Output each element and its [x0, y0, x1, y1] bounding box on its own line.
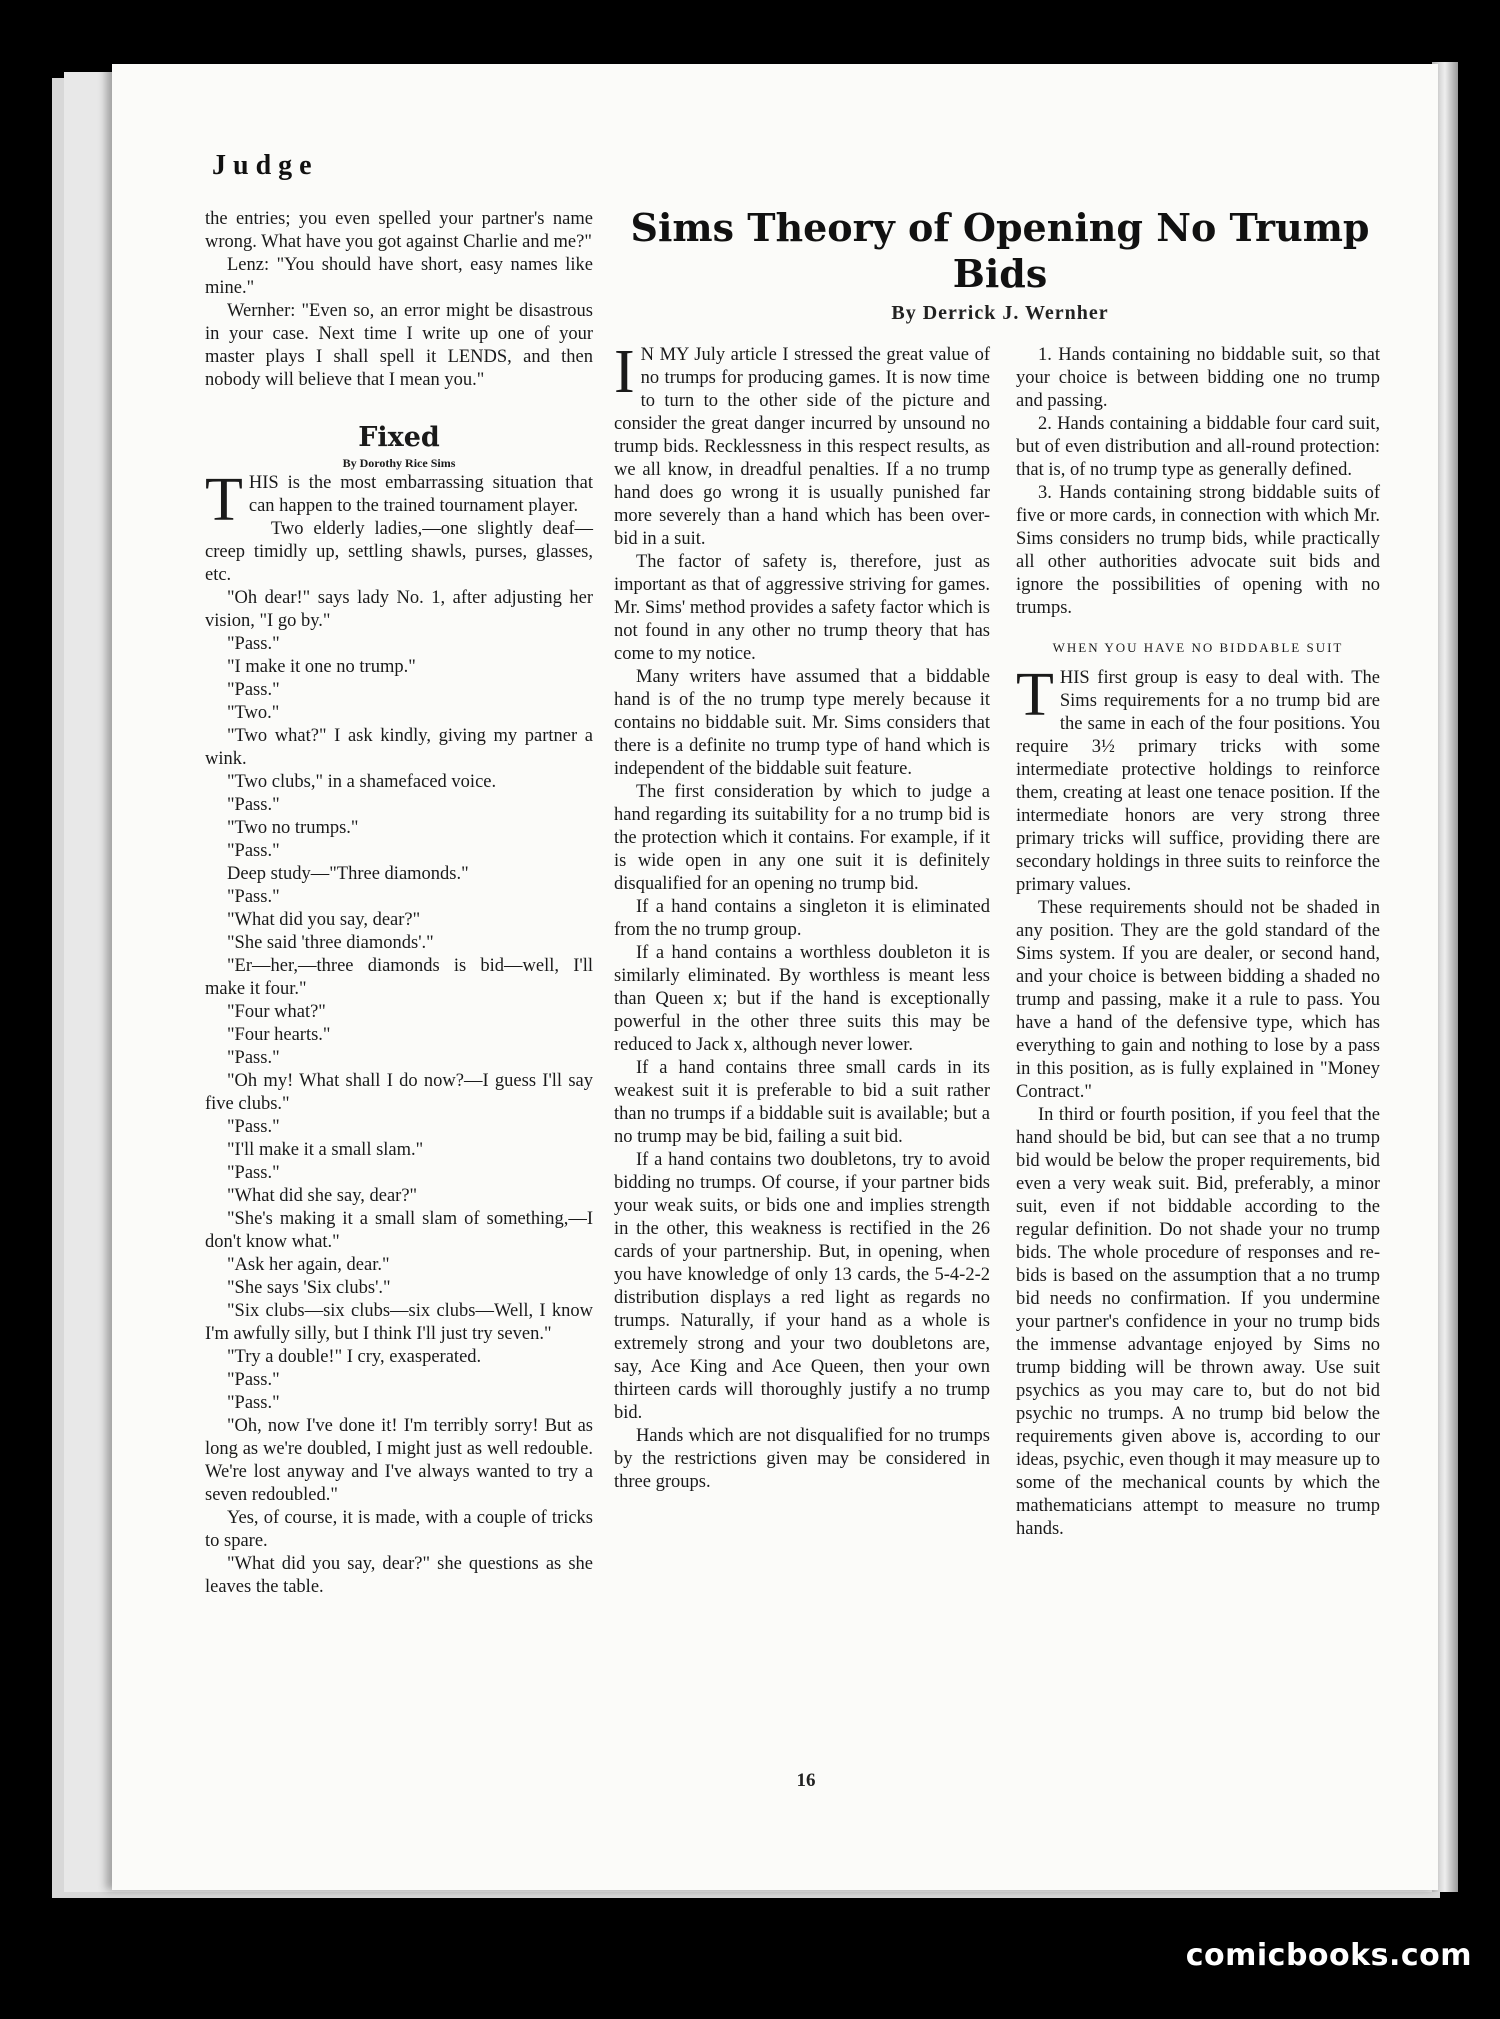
- drop-cap: T: [205, 466, 243, 534]
- paragraph: the entries; you even spelled your partner's name wrong. What have you got against Charlie and me?": [205, 209, 593, 252]
- article-title: Sims Theory of Opening No Trump Bids: [630, 205, 1370, 296]
- drop-cap: T: [1016, 661, 1054, 729]
- watermark: comicbooks.com: [1185, 1938, 1472, 1973]
- paragraph: "Pass.": [227, 841, 280, 861]
- fixed-title: Fixed: [358, 422, 440, 453]
- paragraph: "Pass.": [227, 1048, 280, 1068]
- paragraph: "Four what?": [227, 1002, 326, 1022]
- column-left: [205, 208, 593, 1599]
- paragraph: "Two what?" I ask kindly, giving my partner a wink.: [205, 726, 593, 769]
- paragraph: "Ask her again, dear.": [227, 1255, 390, 1275]
- paragraph: "Two.": [227, 703, 280, 723]
- paragraph: These requirements should not be shaded in any position. They are the gold standard of the Sims system. If you are dealer, or second hand, and your choice is between bidding a shaded no trump and passing, make it a rule to pass. You have a hand of the defensive type, which has everything to gain and nothing to lose by a pass in this position, as is fully explained in "Money Contract.": [1016, 898, 1380, 1102]
- paragraph: "Four hearts.": [227, 1025, 331, 1045]
- paragraph: The factor of safety is, therefore, just as important as that of aggressive striving for games. Mr. Sims' method provides a safety factor which is not found in any other no trump theory that has come to my notice.: [614, 552, 990, 664]
- paragraph: "Pass.": [227, 887, 280, 907]
- first-paragraph: THIS is the most embarrassing situation that can happen to the trained tournament player.: [205, 466, 593, 534]
- paragraph: Yes, of course, it is made, with a couple of tricks to spare.: [205, 1508, 593, 1551]
- paragraph: Lenz: "You should have short, easy names like mine.": [205, 255, 593, 298]
- paragraph: "Pass.": [227, 1370, 280, 1390]
- paragraph: "Oh my! What shall I do now?—I guess I'll say five clubs.": [205, 1071, 593, 1114]
- intro-text: [205, 208, 593, 392]
- paragraph: "Er—her,—three diamonds is bid—well, I'll make it four.": [205, 956, 593, 999]
- article-text: [614, 551, 990, 1494]
- paragraph: Deep study—"Three diamonds.": [227, 864, 469, 884]
- paragraph: "Six clubs—six clubs—six clubs—Well, I know I'm awfully silly, but I think I'll just try seven.": [205, 1301, 593, 1344]
- column-right: [1016, 344, 1380, 1541]
- list-item: 2. Hands containing a biddable four card suit, but of even distribution and all-round protection: that is, of no trump type as generally defined.: [1016, 414, 1380, 480]
- hand-groups-list: [1016, 344, 1380, 620]
- paragraph: "What did she say, dear?": [227, 1186, 418, 1206]
- fixed-byline: By Dorothy Rice Sims: [342, 456, 456, 470]
- list-item: 1. Hands containing no biddable suit, so that your choice is between bidding one no trump and passing.: [1016, 345, 1380, 411]
- paragraph: "Oh dear!" says lady No. 1, after adjusting her vision, "I go by.": [205, 588, 593, 631]
- paragraph: "What did you say, dear?": [227, 910, 421, 930]
- paragraph: If a hand contains two doubletons, try to avoid bidding no trumps. Of course, if your partner bids your weak suits, or bids one and implies strength in the other, this weakness is rectified in the 26 cards of your partnership. But, in opening, when you have knowledge of only 13 cards, the 5-4-2-2 distribution displays a red light as regards no trumps. Naturally, if your hand as a whole is extremely strong and your two doubletons are, say, Ace King and Ace Queen, then your own thirteen cards will thoroughly justify a no trump bid.: [614, 1150, 990, 1423]
- page-number: 16: [796, 1770, 816, 1791]
- paragraph: Hands which are not disqualified for no trumps by the restrictions given may be considered in three groups.: [614, 1426, 990, 1492]
- article-text: [1016, 897, 1380, 1541]
- paragraph: "Pass.": [227, 680, 280, 700]
- paragraph: "She's making it a small slam of something,—I don't know what.": [205, 1209, 593, 1252]
- paragraph: The first consideration by which to judge a hand regarding its suitability for a no trump bid is the protection which it contains. For example, if it is wide open in any one suit it is definitely disqualified for an opening no trump bid.: [614, 782, 990, 894]
- paragraph: In third or fourth position, if you feel that the hand should be bid, but can see that a no trump bid would be below the proper requirements, bid even a very weak suit. Bid, preferably, a minor suit, even if not biddable according to the regular definition. Do not shade your no trump bids. The whole procedure of responses and re-bids is based on the assumption that a no trump bid needs no confirmation. If you undermine your partner's confidence in your no trump bids the immense advantage enjoyed by Sims no trump bidding will be thrown away. Use suit psychics as you may care to, but do not bid psychic no trumps. A no trump bid below the requirements given above is, according to our ideas, psychic, even though it may measure up to some of the mechanical counts by which the mathematicians attempt to measure no trump hands.: [1016, 1105, 1380, 1539]
- paragraph: Wernher: "Even so, an error might be disastrous in your case. Next time I write up one of your master plays I shall spell it LENDS, and then nobody will believe that I mean you.": [205, 301, 593, 390]
- drop-cap: I: [614, 338, 635, 406]
- paragraph: "What did you say, dear?" she questions as she leaves the table.: [205, 1554, 593, 1597]
- paragraph: Many writers have assumed that a biddable hand is of the no trump type merely because it contains no biddable suit. Mr. Sims considers that there is a definite no trump type of hand which is independent of the biddable suit feature.: [614, 667, 990, 779]
- article-byline: By Derrick J. Wernher: [891, 302, 1109, 324]
- paragraph: "Pass.": [227, 1163, 280, 1183]
- paragraph: "Pass.": [227, 634, 280, 654]
- paragraph: If a hand contains a worthless doubleton it is similarly eliminated. By worthless is meant less than Queen x; but if the hand is exceptionally powerful in the other three suits this may be reduced to Jack x, although never lower.: [614, 943, 990, 1055]
- paragraph: "Oh, now I've done it! I'm terribly sorry! But as long as we're doubled, I might just as well redouble. We're lost anyway and I've always wanted to try a seven redoubled.": [205, 1416, 593, 1505]
- first-paragraph: THIS first group is easy to deal with. The Sims requirements for a no trump bid are the same in each of the four positions. You require 3½ primary tricks with some intermediate protective holdings to reinforce them, creating at least one tenace position. If the intermediate honors are very strong three primary tricks will suffice, providing there are secondary holdings in three suits to reinforce the primary values.: [1016, 661, 1380, 895]
- first-paragraph: I N MY July article I stressed the great value of no trumps for producing games. It is now time to turn to the other side of the picture and consider the great danger incurred by unsound no trump bids. Recklessness in this respect results, as we all know, in dreadful penalties. If a no trump hand does go wrong it is usually punished far more severely than a hand which has been over-bid in a suit.: [614, 338, 990, 549]
- paragraph: "Pass.": [227, 1393, 280, 1413]
- paragraph: "Pass.": [227, 795, 280, 815]
- paragraph: If a hand contains a singleton it is eliminated from the no trump group.: [614, 897, 990, 940]
- section-subhead: WHEN YOU HAVE NO BIDDABLE SUIT: [1052, 640, 1344, 655]
- paragraph: "Two no trumps.": [227, 818, 359, 838]
- paragraph: "She says 'Six clubs'.": [227, 1278, 391, 1298]
- paragraph: "I make it one no trump.": [227, 657, 416, 677]
- running-head: Judge: [212, 150, 319, 181]
- list-item: 3. Hands containing strong biddable suits of five or more cards, in connection with which Mr. Sims considers no trump bids, while practically all other authorities advocate suit bids and ignore the possibilities of opening with no trumps.: [1016, 483, 1380, 618]
- column-middle: [614, 338, 990, 1494]
- paragraph: "She said 'three diamonds'.": [227, 933, 434, 953]
- story-text: [205, 518, 593, 1599]
- paragraph: "Pass.": [227, 1117, 280, 1137]
- paragraph: "Try a double!" I cry, exasperated.: [227, 1347, 482, 1367]
- paragraph: "Two clubs," in a shamefaced voice.: [227, 772, 497, 792]
- paragraph: Two elderly ladies,—one slightly deaf—creep timidly up, settling shawls, purses, glasses, etc.: [205, 519, 593, 585]
- paragraph: If a hand contains three small cards in its weakest suit it is preferable to bid a suit rather than no trumps if a biddable suit is available; but a no trump may be bid, failing a suit bid.: [614, 1058, 990, 1147]
- paragraph: "I'll make it a small slam.": [227, 1140, 424, 1160]
